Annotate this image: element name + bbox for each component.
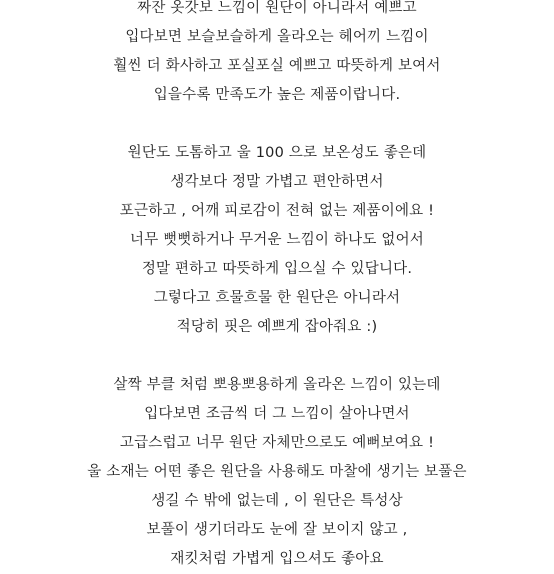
text-line: 정말 편하고 따뜻하게 입으실 수 있답니다. [141,261,413,277]
text-line: 울 소재는 어떤 좋은 원단을 사용해도 마찰에 생기는 보풀은 [87,464,467,480]
text-line: 적당히 핏은 예쁘게 잡아줘요 :) [176,319,378,335]
text-line: 입을수록 만족도가 높은 제품이랍니다. [153,87,401,103]
text-line: 고급스럽고 너무 원단 자체만으로도 예뻐보여요 ! [119,435,435,451]
text-line: 보풀이 생기더라도 눈에 잘 보이지 않고 , [146,522,408,538]
paragraph-spacer [0,110,554,139]
text-line: 재킷처럼 가볍게 입으셔도 좋아요 [170,551,384,567]
text-line: 포근하고 , 어깨 피로감이 전혀 없는 제품이에요 ! [119,203,435,219]
text-line: 생각보다 정말 가볍고 편안하면서 [170,174,384,190]
text-line: 원단도 도톰하고 울 100 으로 보온성도 좋은데 [127,145,427,161]
paragraph-spacer [0,342,554,371]
text-line: 짜잔 옷갓보 느낌이 원단이 아니라서 예쁘고 [137,0,417,16]
text-line: 너무 뻣뻣하거나 무거운 느낌이 하나도 없어서 [130,232,424,248]
text-line: 생길 수 밖에 없는데 , 이 원단은 특성상 [151,493,403,509]
text-line: 훨씬 더 화사하고 포실포실 예쁘고 따뜻하게 보여서 [113,58,441,74]
paragraph-3 [0,371,554,574]
paragraph-2 [0,139,554,342]
text-line: 입다보면 조금씩 더 그 느낌이 살아나면서 [144,406,410,422]
paragraph-1 [0,0,554,110]
text-line: 입다보면 보슬보슬하게 올라오는 헤어끼 느낌이 [125,29,429,45]
text-line: 그렇다고 흐물흐물 한 원단은 아니라서 [153,290,401,306]
text-line: 살짝 부클 처럼 뽀용뽀용하게 올라온 느낌이 있는데 [113,377,441,393]
